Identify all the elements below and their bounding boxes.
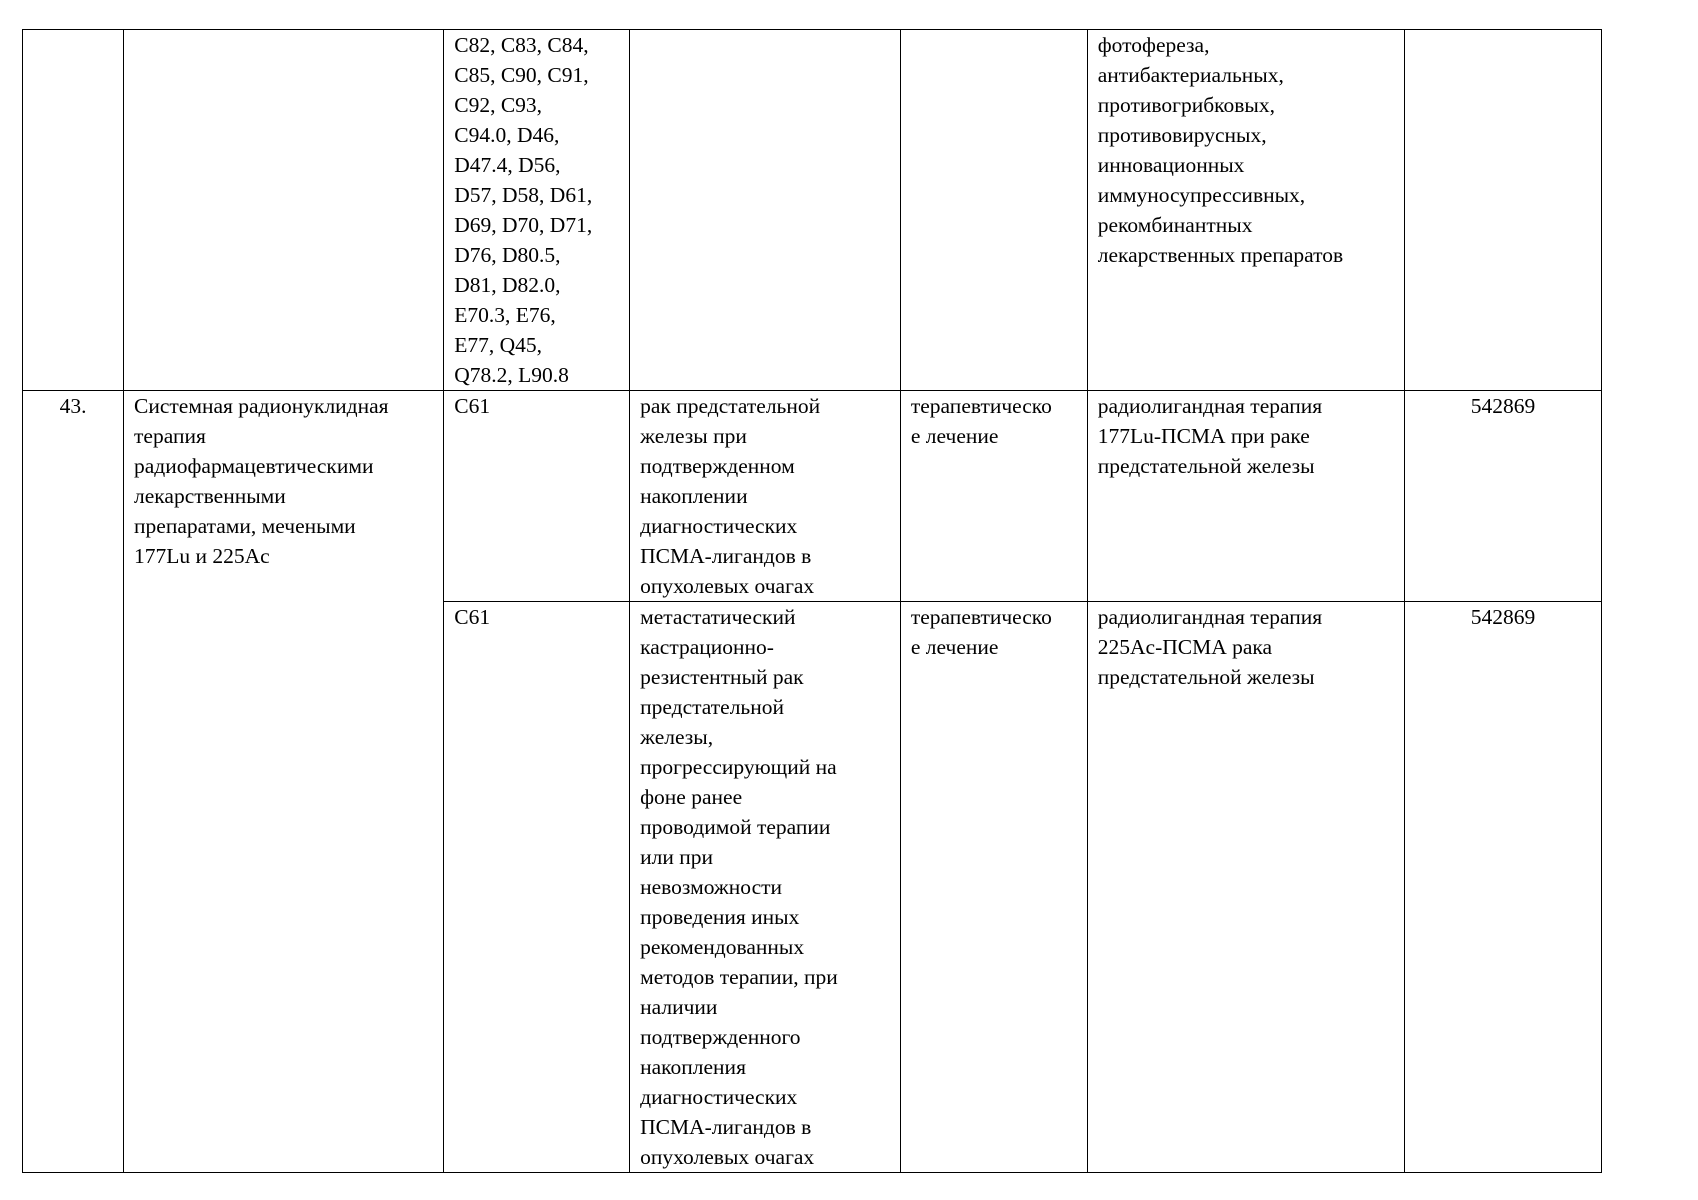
row-number-cell: 43.	[23, 391, 124, 1173]
services-table	[22, 29, 1602, 1173]
treatment-method-cell: радиолигандная терапия 225Ac-ПСМА рака предстательной железы	[1087, 602, 1404, 1173]
price-cell: 542869	[1404, 602, 1601, 1173]
price-cell: 542869	[1404, 391, 1601, 602]
icd-codes-cell: C82, C83, C84, C85, C90, C91, C92, C93, C94.0, D46, D47.4, D56, D57, D58, D61, D69, D70, D71, D76, D80.5, D81, D82.0, E70.3, E76, E77, Q45, Q78.2, L90.8	[444, 30, 630, 391]
price-cell	[1404, 30, 1601, 391]
treatment-method-cell: фотофереза, антибактериальных, противогрибковых, противовирусных, инновационных иммуносупрессивных, рекомбинантных лекарственных препаратов	[1087, 30, 1404, 391]
table-row	[23, 391, 1602, 602]
service-name-cell	[124, 30, 444, 391]
service-name-cell: Системная радионуклидная терапия радиофармацевтическими лекарственными препаратами, мечеными 177Lu и 225Ac	[124, 391, 444, 1173]
patient-model-cell	[630, 30, 901, 391]
row-number-cell	[23, 30, 124, 391]
treatment-method-cell: радиолигандная терапия 177Lu-ПСМА при раке предстательной железы	[1087, 391, 1404, 602]
treatment-type-cell: терапевтическо е лечение	[900, 602, 1087, 1173]
treatment-type-cell	[900, 30, 1087, 391]
icd-codes-cell: C61	[444, 391, 630, 602]
table-row	[23, 30, 1602, 391]
patient-model-cell: рак предстательной железы при подтвержденном накоплении диагностических ПСМА-лигандов в опухолевых очагах	[630, 391, 901, 602]
patient-model-cell: метастатический кастрационно- резистентный рак предстательной железы, прогрессирующий на фоне ранее проводимой терапии или при невозможности проведения иных рекомендованных методов терапии, при наличии подтвержденного накопления диагностических ПСМА-лигандов в опухолевых очагах	[630, 602, 901, 1173]
treatment-type-cell: терапевтическо е лечение	[900, 391, 1087, 602]
icd-codes-cell: C61	[444, 602, 630, 1173]
